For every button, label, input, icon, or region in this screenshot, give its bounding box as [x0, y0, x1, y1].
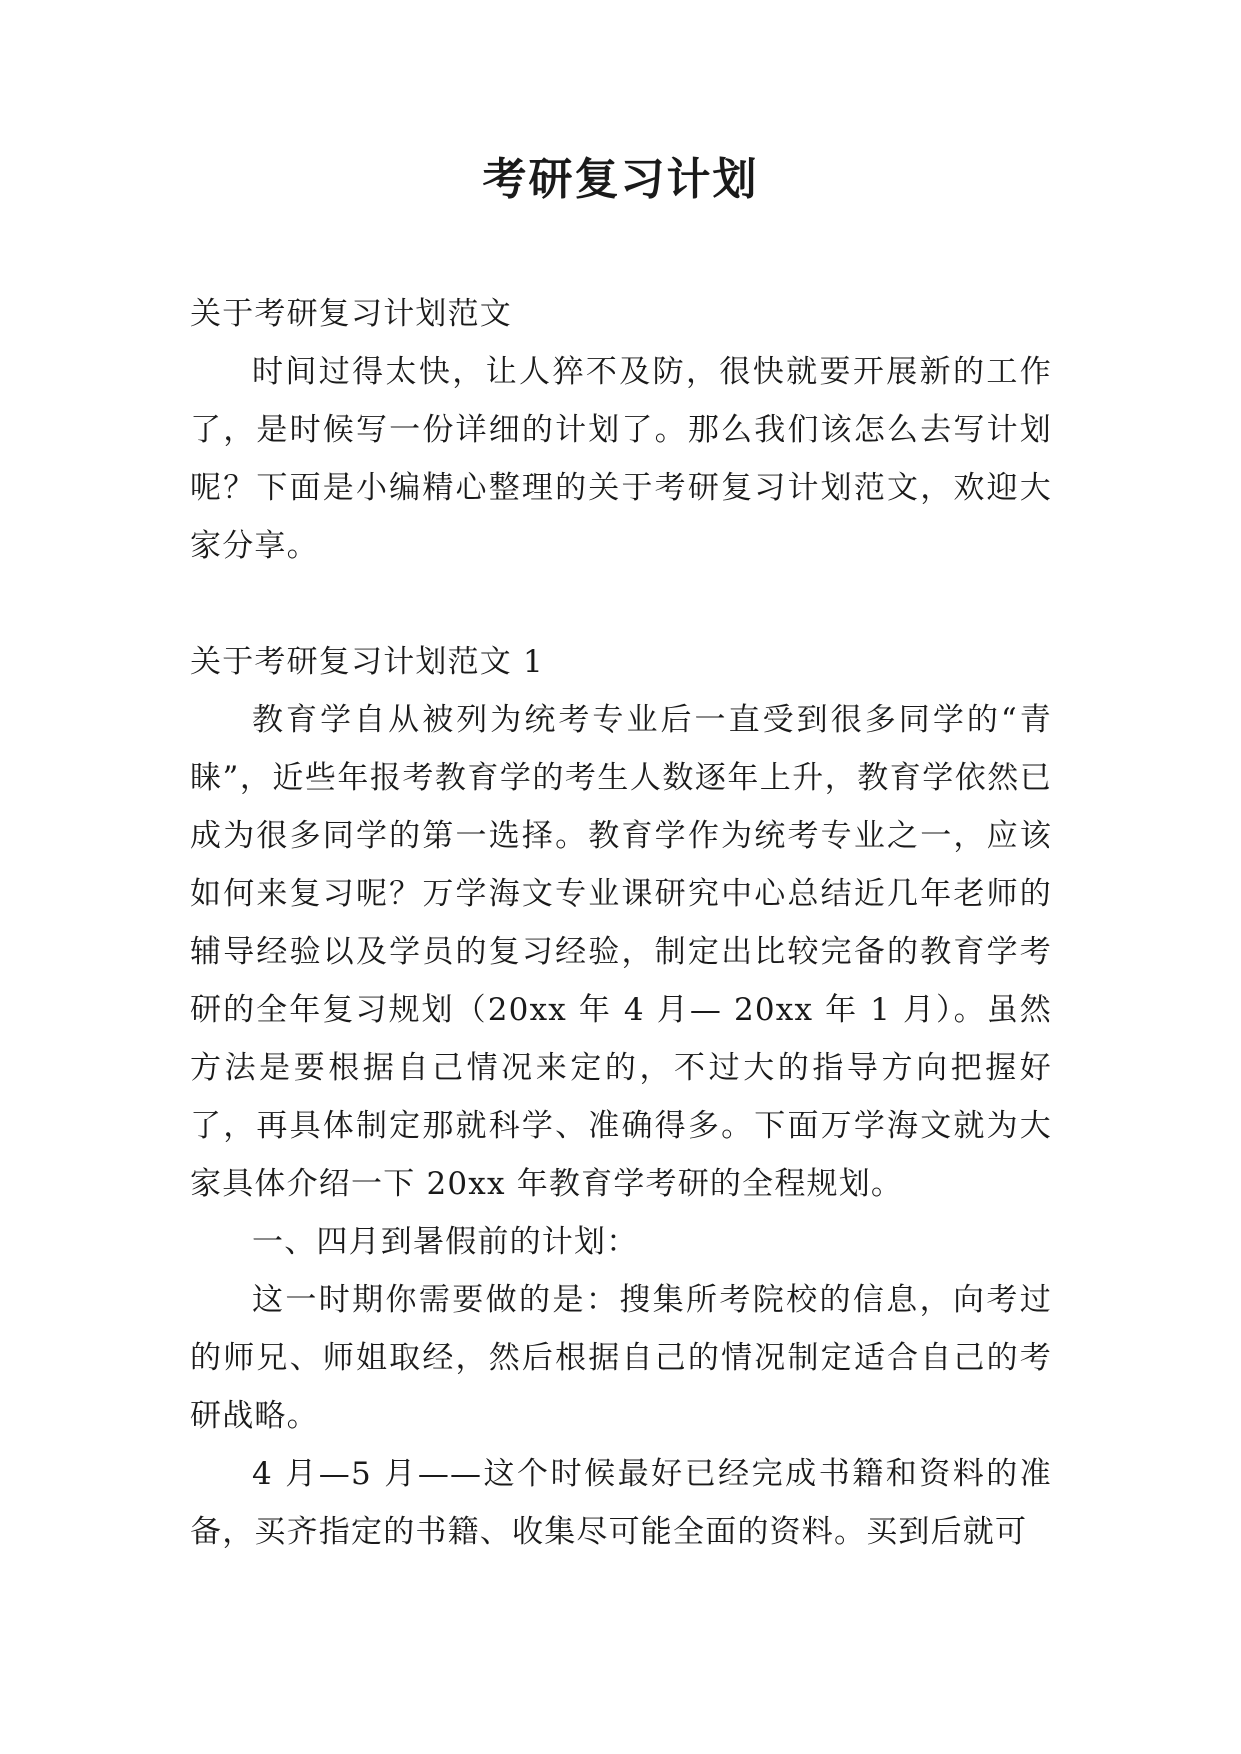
body-paragraph-1: 教育学自从被列为统考专业后一直受到很多同学的“青睐”，近些年报考教育学的考生人数逐年上升，教育学依然已成为很多同学的第一选择。教育学作为统考专业之一，应该如何来复习呢？万学海文专业课研究中心总结近几年老师的辅导经验以及学员的复习经验，制定出比较完备的教育学考研的全年复习规划（20xx 年 4 月— 20xx 年 1 月）。虽然方法是要根据自己情况来定的，不过大的指导方向把握好了，再具体制定那就科学、准确得多。下面万学海文就为大家具体介绍一下 20xx 年教育学考研的全程规划。 — [190, 702, 1052, 1202]
document-body — [190, 285, 1052, 1561]
body-paragraph-3: 这一时期你需要做的是：搜集所考院校的信息，向考过的师兄、师姐取经，然后根据自己的情况制定适合自己的考研战略。 — [190, 1282, 1052, 1434]
intro-paragraph: 时间过得太快，让人猝不及防，很快就要开展新的工作了，是时候写一份详细的计划了。那么我们该怎么去写计划呢？下面是小编精心整理的关于考研复习计划范文，欢迎大家分享。 — [190, 354, 1052, 564]
section-heading: 关于考研复习计划范文 1 — [190, 644, 544, 680]
intro-heading: 关于考研复习计划范文 — [190, 296, 512, 332]
document-title: 考研复习计划 — [482, 154, 759, 205]
section-spacer — [190, 575, 1052, 633]
body-paragraph-4: 4 月—5 月——这个时候最好已经完成书籍和资料的准备，买齐指定的书籍、收集尽可能全面的资料。买到后就可 — [190, 1456, 1052, 1550]
body-paragraph-2: 一、四月到暑假前的计划： — [252, 1224, 639, 1260]
